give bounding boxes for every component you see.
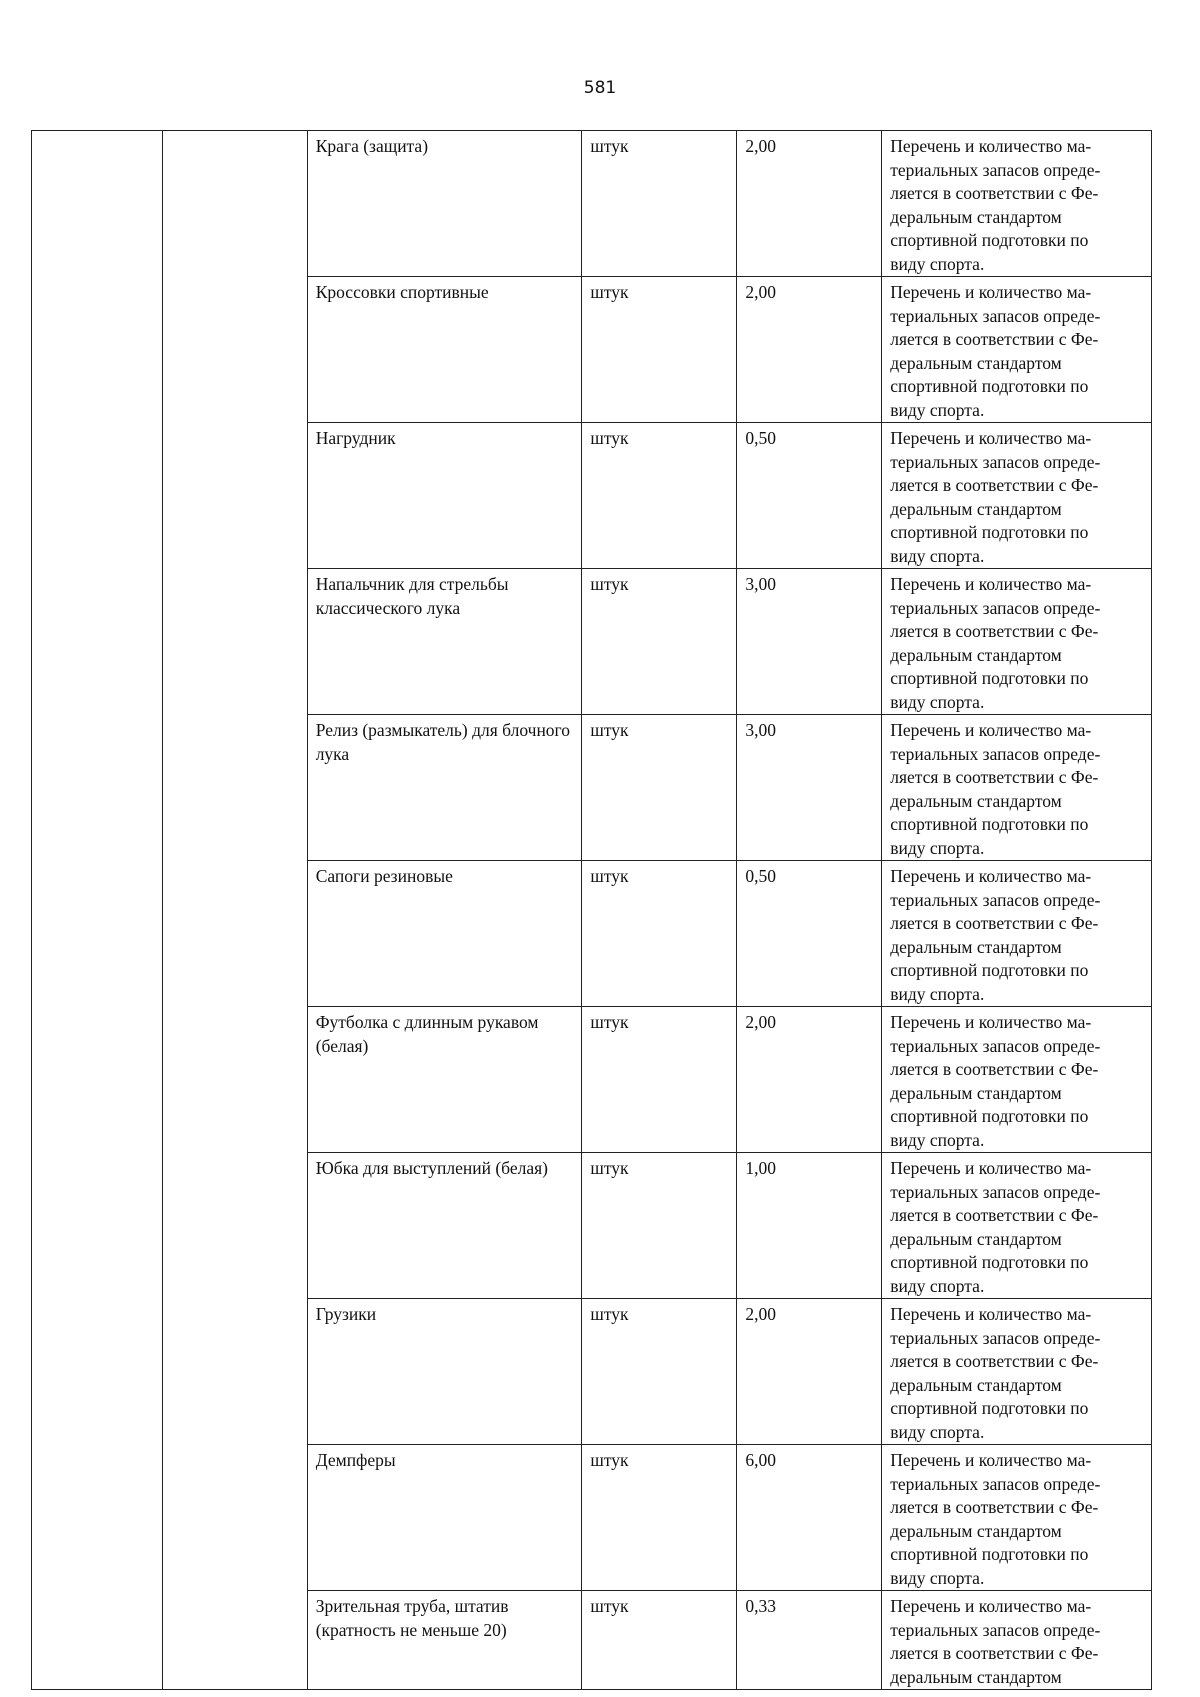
quantity-cell: 2,00 xyxy=(737,1299,882,1445)
note-line: териальных запасов опреде- xyxy=(890,743,1101,764)
unit-cell: штук xyxy=(582,1591,737,1690)
quantity-cell: 2,00 xyxy=(737,277,882,423)
note-line: териальных запасов опреде- xyxy=(890,1035,1101,1056)
note-line: деральным стандартом xyxy=(890,1666,1062,1687)
note-cell xyxy=(882,1153,1152,1299)
note-line: териальных запасов опреде- xyxy=(890,1327,1101,1348)
note-line: спортивной подготовки по xyxy=(890,522,1089,542)
note-line: виду спорта. xyxy=(890,837,985,858)
table-body xyxy=(32,131,1152,1690)
note-line: деральным стандартом xyxy=(890,644,1062,665)
note-line: спортивной подготовки по xyxy=(890,1106,1089,1126)
unit-cell: штук xyxy=(582,1299,737,1445)
note-line: Перечень и количество ма- xyxy=(890,136,1092,156)
note-line: териальных запасов опреде- xyxy=(890,305,1101,326)
note-line: Перечень и количество ма- xyxy=(890,1012,1092,1032)
item-name-cell: Нагрудник xyxy=(307,423,582,569)
note-cell xyxy=(882,277,1152,423)
page-number: 581 xyxy=(583,78,617,98)
note-line: спортивной подготовки по xyxy=(890,1252,1089,1272)
note-line: деральным стандартом xyxy=(890,352,1062,373)
note-line: Перечень и количество ма- xyxy=(890,428,1092,448)
note-line: ляется в соответствии с Фе- xyxy=(890,621,1099,641)
note-line: ляется в соответствии с Фе- xyxy=(890,329,1099,349)
note-cell xyxy=(882,423,1152,569)
note-line: Перечень и количество ма- xyxy=(890,1596,1092,1616)
unit-cell: штук xyxy=(582,1007,737,1153)
note-line: ляется в соответствии с Фе- xyxy=(890,475,1099,495)
note-line: ляется в соответствии с Фе- xyxy=(890,183,1099,203)
note-line: деральным стандартом xyxy=(890,1520,1062,1541)
note-line: виду спорта. xyxy=(890,1275,985,1296)
note-cell xyxy=(882,1299,1152,1445)
note-line: ляется в соответствии с Фе- xyxy=(890,1351,1099,1371)
note-line: спортивной подготовки по xyxy=(890,230,1089,250)
note-line: виду спорта. xyxy=(890,1567,985,1588)
quantity-cell: 6,00 xyxy=(737,1445,882,1591)
note-line: виду спорта. xyxy=(890,1421,985,1442)
note-line: териальных запасов опреде- xyxy=(890,1473,1101,1494)
item-name-cell: Релиз (размыкатель) для блочного лука xyxy=(307,715,582,861)
note-line: Перечень и количество ма- xyxy=(890,1158,1092,1178)
quantity-cell: 0,50 xyxy=(737,423,882,569)
note-cell xyxy=(882,1591,1152,1690)
item-name-cell: Юбка для выступлений (белая) xyxy=(307,1153,582,1299)
equipment-table xyxy=(31,130,1152,1690)
note-line: Перечень и количество ма- xyxy=(890,1450,1092,1470)
note-line: деральным стандартом xyxy=(890,936,1062,957)
table-row xyxy=(32,131,1152,277)
unit-cell: штук xyxy=(582,423,737,569)
note-line: Перечень и количество ма- xyxy=(890,574,1092,594)
note-cell xyxy=(882,131,1152,277)
note-line: виду спорта. xyxy=(890,691,985,712)
note-line: териальных запасов опреде- xyxy=(890,597,1101,618)
unit-cell: штук xyxy=(582,1445,737,1591)
note-line: Перечень и количество ма- xyxy=(890,720,1092,740)
note-line: ляется в соответствии с Фе- xyxy=(890,1497,1099,1517)
note-cell xyxy=(882,861,1152,1007)
note-line: деральным стандартом xyxy=(890,498,1062,519)
item-name-cell: Грузики xyxy=(307,1299,582,1445)
note-line: виду спорта. xyxy=(890,399,985,420)
note-line: спортивной подготовки по xyxy=(890,376,1089,396)
note-line: виду спорта. xyxy=(890,253,985,274)
note-line: ляется в соответствии с Фе- xyxy=(890,1205,1099,1225)
note-line: Перечень и количество ма- xyxy=(890,1304,1092,1324)
note-line: спортивной подготовки по xyxy=(890,1544,1089,1564)
note-line: ляется в соответствии с Фе- xyxy=(890,1059,1099,1079)
quantity-cell: 2,00 xyxy=(737,131,882,277)
item-name-cell: Зрительная труба, штатив (кратность не меньше 20) xyxy=(307,1591,582,1690)
note-line: Перечень и количество ма- xyxy=(890,282,1092,302)
quantity-cell: 0,50 xyxy=(737,861,882,1007)
item-name-cell: Кроссовки спортивные xyxy=(307,277,582,423)
unit-cell: штук xyxy=(582,569,737,715)
empty-column-cell xyxy=(32,131,163,1690)
note-cell xyxy=(882,1445,1152,1591)
note-line: виду спорта. xyxy=(890,1129,985,1150)
note-line: спортивной подготовки по xyxy=(890,668,1089,688)
quantity-cell: 3,00 xyxy=(737,569,882,715)
note-line: териальных запасов опреде- xyxy=(890,1619,1101,1640)
note-line: ляется в соответствии с Фе- xyxy=(890,767,1099,787)
note-line: деральным стандартом xyxy=(890,206,1062,227)
quantity-cell: 0,33 xyxy=(737,1591,882,1690)
unit-cell: штук xyxy=(582,1153,737,1299)
item-name-cell: Демпферы xyxy=(307,1445,582,1591)
unit-cell: штук xyxy=(582,131,737,277)
empty-column-cell xyxy=(162,131,307,1690)
note-line: спортивной подготовки по xyxy=(890,1398,1089,1418)
note-line: виду спорта. xyxy=(890,983,985,1004)
note-line: териальных запасов опреде- xyxy=(890,159,1101,180)
item-name-cell: Сапоги резиновые xyxy=(307,861,582,1007)
note-line: виду спорта. xyxy=(890,545,985,566)
note-line: спортивной подготовки по xyxy=(890,814,1089,834)
unit-cell: штук xyxy=(582,277,737,423)
note-line: ляется в соответствии с Фе- xyxy=(890,1643,1099,1663)
note-cell xyxy=(882,715,1152,861)
note-line: териальных запасов опреде- xyxy=(890,889,1101,910)
note-line: спортивной подготовки по xyxy=(890,960,1089,980)
note-cell xyxy=(882,569,1152,715)
item-name-cell: Футболка с длинным рукавом (белая) xyxy=(307,1007,582,1153)
item-name-cell: Напальчник для стрельбы классического лука xyxy=(307,569,582,715)
quantity-cell: 2,00 xyxy=(737,1007,882,1153)
item-name-cell: Крага (защита) xyxy=(307,131,582,277)
note-line: деральным стандартом xyxy=(890,1228,1062,1249)
note-line: Перечень и количество ма- xyxy=(890,866,1092,886)
quantity-cell: 3,00 xyxy=(737,715,882,861)
note-line: деральным стандартом xyxy=(890,790,1062,811)
note-line: ляется в соответствии с Фе- xyxy=(890,913,1099,933)
note-line: териальных запасов опреде- xyxy=(890,451,1101,472)
note-cell xyxy=(882,1007,1152,1153)
quantity-cell: 1,00 xyxy=(737,1153,882,1299)
unit-cell: штук xyxy=(582,861,737,1007)
note-line: териальных запасов опреде- xyxy=(890,1181,1101,1202)
note-line: деральным стандартом xyxy=(890,1082,1062,1103)
unit-cell: штук xyxy=(582,715,737,861)
note-line: деральным стандартом xyxy=(890,1374,1062,1395)
